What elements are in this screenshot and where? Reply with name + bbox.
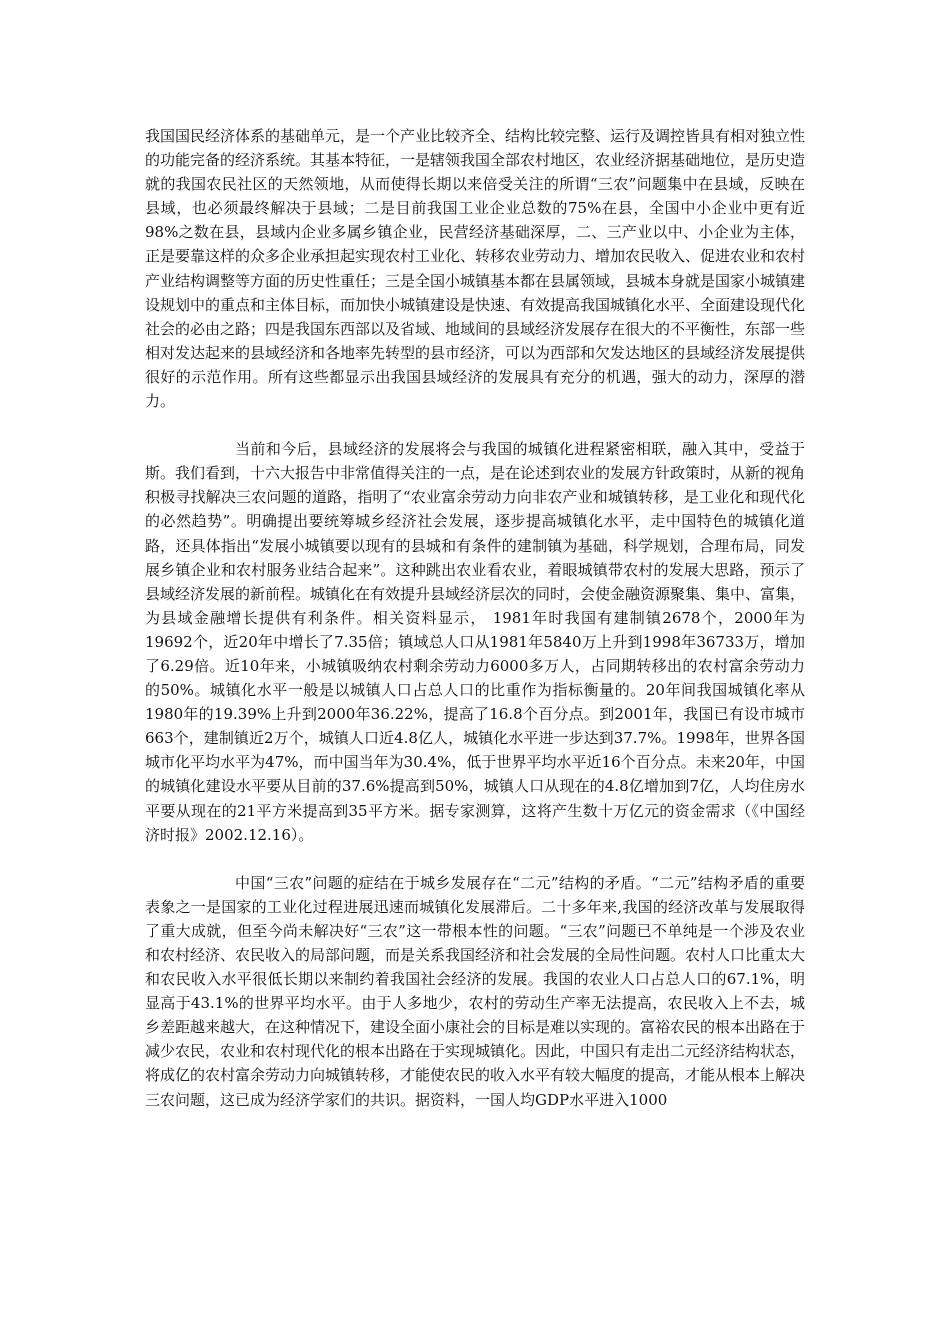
paragraph-three-rural-issues: 中国“三农”问题的症结在于城乡发展存在“二元”结构的矛盾。“二元”结构矛盾的重要表象之一是国家的工业化过程进展迅速而城镇化发展滞后。二十多年来,我国的经济改革与发展取得了重大成就，但至今尚未解决好“三农”这一带根本性的问题。“三农”问题已不单纯是一个涉及农业和农村经济、农民收入的局部问题，而是关系我国经济和社会发展的全局性问题。农村人口比重太大和农民收入水平很低长期以来制约着我国社会经济的发展。我国的农业人口占总人口的67.1%，明显高于43.1%的世界平均水平。由于人多地少，农村的劳动生产率无法提高，农民收入上不去，城乡差距越来越大，在这种情况下，建设全面小康社会的目标是难以实现的。富裕农民的根本出路在于减少农民，农业和农村现代化的根本出路在于实现城镇化。因此，中国只有走出二元经济结构状态，将成亿的农村富余劳动力向城镇转移，才能使农民的收入水平有较大幅度的提高，才能从根本上解决三农问题，这已成为经济学家们的共识。据资料，一国人均GDP水平进入1000 [145, 873, 806, 1109]
paragraph-urbanization-progress: 当前和今后，县域经济的发展将会与我国的城镇化进程紧密相联，融入其中，受益于斯。我们看到，十六大报告中非常值得关注的一点，是在论述到农业的发展方针政策时，从新的视角积极寻找解决三农问题的道路，指明了“农业富余劳动力向非农产业和城镇转移，是工业化和现代化的必然趋势”。明确提出要统筹城乡经济社会发展，逐步提高城镇化水平，走中国特色的城镇化道路，还具体指出“发展小城镇要以现有的县城和有条件的建制镇为基础，科学规划，合理布局，同发展乡镇企业和农村服务业结合起来”。这种跳出农业看农业，着眼城镇带农村的发展大思路，预示了县域经济发展的新前程。城镇化在有效提升县域经济层次的同时，会使金融资源聚集、集中、富集，为县域金融增长提供有利条件。相关资料显示， 1981年时我国有建制镇2678个，2000年为19692个，近20年中增长了7.35倍；镇域总人口从1981年5840万上升到1998年36733万，增加了6.29倍。近10年来，小城镇吸纳农村剩余劳动力6000多万人，占同期转移出的农村富余劳动力的50%。城镇化水平一般是以城镇人口占总人口的比重作为指标衡量的。20年间我国城镇化率从1980年的19.39%上升到2000年36.22%，提高了16.8个百分点。到2001年，我国已有设市城市663个，建制镇近2万个，城镇人口近4.8亿人，城镇化水平进一步达到37.7%。1998年，世界各国城市化平均水平为47%，而中国当年为30.4%，低于世界平均水平近16个百分点。未来20年，中国的城镇化建设水平要从目前的37.6%提高到50%，城镇人口从现在的4.8亿增加到7亿，人均住房水平要从现在的21平方米提高到35平方米。据专家测算，这将产生数十万亿元的资金需求（《中国经济时报》2002.12.16）。 [145, 440, 806, 844]
document-page [145, 124, 805, 1112]
paragraph-county-economy-features: 我国国民经济体系的基础单元，是一个产业比较齐全、结构比较完整、运行及调控皆具有相对独立性的功能完备的经济系统。其基本特征，一是辖领我国全部农村地区，农业经济据基础地位，是历史造就的我国农民社区的天然领地，从而使得长期以来倍受关注的所谓“三农”问题集中在县域，反映在县域，也必须最终解决于县域；二是目前我国工业企业总数的75%在县，全国中小企业中更有近98%之数在县，县域内企业多属乡镇企业，民营经济基础深厚，二、三产业以中、小企业为主体，正是要靠这样的众多企业承担起实现农村工业化、转移农业劳动力、增加农民收入、促进农业和农村产业结构调整等方面的历史性重任；三是全国小城镇基本都在县属领域，县城本身就是国家小城镇建设规划中的重点和主体目标，而加快小城镇建设是快速、有效提高我国城镇化水平、全面建设现代化社会的必由之路；四是我国东西部以及省域、地域间的县域经济发展存在很大的不平衡性，东部一些相对发达起来的县域经济和各地率先转型的县市经济，可以为西部和欠发达地区的县域经济发展提供很好的示范作用。所有这些都显示出我国县域经济的发展具有充分的机遇，强大的动力，深厚的潜力。 [145, 127, 806, 411]
